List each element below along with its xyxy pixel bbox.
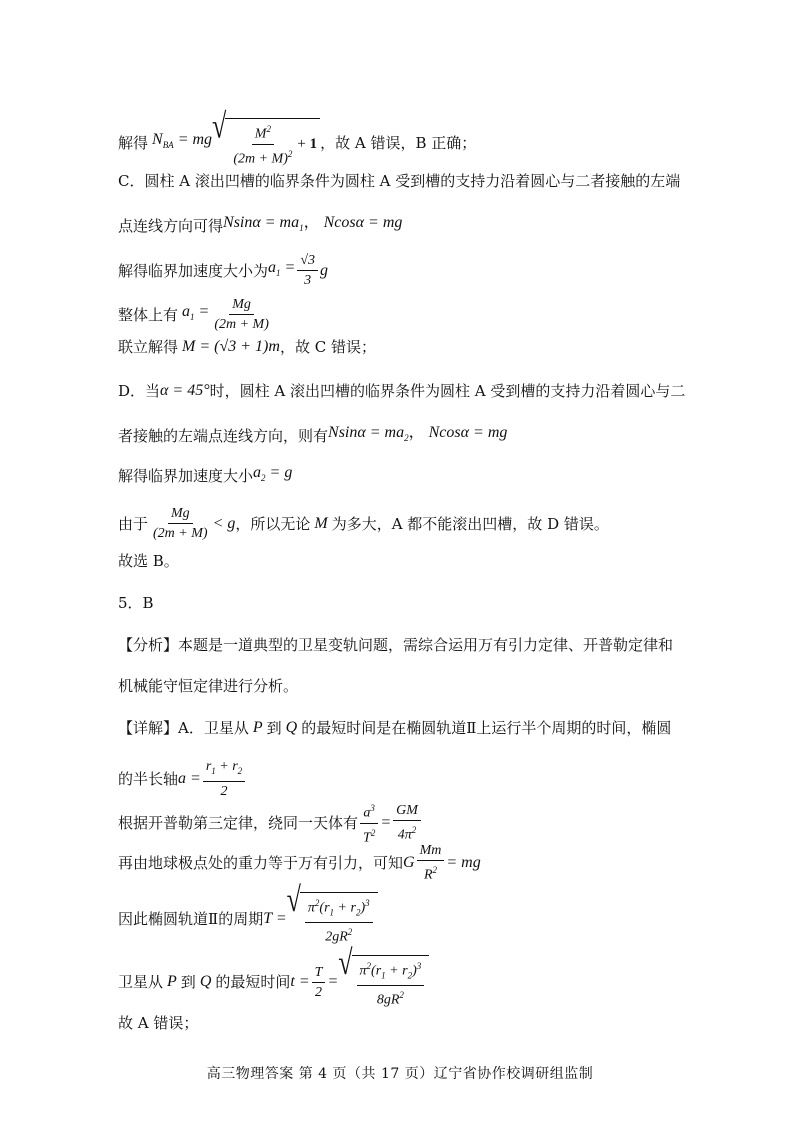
text-span: 者接触的左端点连线方向，则有 bbox=[118, 426, 329, 445]
formula: < g bbox=[212, 514, 236, 532]
text-span: 【详解】A．卫星从 bbox=[118, 719, 249, 737]
text-span: 卫星从 bbox=[118, 973, 164, 992]
text-span: C．圆柱 A 滚出凹槽的临界条件为圆柱 A 受到槽的支持力沿着圆心与二者接触的左端 bbox=[118, 172, 681, 190]
text-span: 到 bbox=[266, 719, 282, 737]
formula: $\frac{r_1 + r_2}{2}$ bbox=[203, 758, 245, 800]
text-span: 故 A 错误； bbox=[118, 1014, 199, 1032]
formula: $\frac{√3}{3}$ bbox=[297, 252, 318, 289]
text-line bbox=[118, 380, 685, 402]
text-span: ，故 C 错误； bbox=[279, 338, 376, 356]
formula: $Nsin\alpha = ma_1$， Ncosα = mg bbox=[223, 214, 403, 234]
text-line bbox=[118, 212, 402, 239]
text-line bbox=[118, 550, 179, 572]
text-line bbox=[118, 106, 477, 167]
formula: M bbox=[310, 514, 332, 532]
text-line bbox=[118, 422, 507, 449]
text-line bbox=[118, 336, 376, 358]
formula: G bbox=[403, 853, 415, 871]
formula: $a_1$ = bbox=[178, 302, 210, 323]
formula: $N_{BA}$ = mg bbox=[148, 131, 213, 151]
text-line bbox=[118, 252, 328, 289]
text-line bbox=[118, 879, 378, 946]
formula: Q bbox=[195, 973, 216, 991]
formula: √ $\frac{\pi^2(r_1 + r_2)^3}{8gR^2}$ bbox=[338, 955, 429, 1009]
text-line bbox=[118, 462, 292, 489]
text-line bbox=[118, 942, 429, 1009]
formula: α = 45° bbox=[160, 382, 210, 399]
formula: = bbox=[327, 973, 339, 991]
text-span: 解得 bbox=[118, 133, 149, 152]
formula: $\frac{GM}{4\pi^2}$ bbox=[393, 802, 421, 844]
text-span: 到 bbox=[180, 973, 196, 992]
text-span: 的最短时间 bbox=[215, 973, 291, 992]
text-line bbox=[118, 1012, 198, 1034]
formula: $\frac{Mg}{(2m + M)}$ bbox=[214, 297, 269, 332]
formula: $\frac{Mm}{R^2}$ bbox=[417, 842, 445, 884]
formula: P bbox=[248, 719, 267, 736]
text-span: 由于 bbox=[118, 514, 149, 533]
text-span: 解得临界加速度大小为 bbox=[118, 261, 269, 280]
text-line bbox=[118, 842, 481, 884]
formula: T = bbox=[263, 910, 287, 928]
text-span: ，所以无论 bbox=[235, 514, 311, 533]
formula: $Nsin\alpha = ma_2$， Ncosα = mg bbox=[328, 424, 508, 444]
text-span: 解得临界加速度大小 bbox=[118, 466, 254, 485]
text-span: 整体上有 bbox=[118, 305, 179, 324]
text-line bbox=[118, 758, 247, 800]
formula: = mg bbox=[446, 853, 481, 871]
page-footer: 高三物理答案 第 4 页（共 17 页）辽宁省协作校调研组监制 bbox=[206, 1066, 594, 1082]
text-span: 因此椭圆轨道Ⅱ的周期 bbox=[118, 910, 264, 929]
text-span: 根据开普勒第三定律，绕同一天体有 bbox=[118, 814, 359, 833]
text-line bbox=[118, 505, 609, 542]
text-span: 为多大，A 都不能滚出凹槽，故 D 错误。 bbox=[331, 514, 609, 533]
question-number bbox=[118, 592, 154, 614]
formula: $\frac{Mg}{(2m + M)}$ bbox=[153, 506, 208, 541]
text-span: D．当 bbox=[118, 382, 161, 400]
formula: $a_2 = g$ bbox=[253, 464, 293, 484]
formula: P bbox=[163, 973, 181, 991]
text-line bbox=[118, 717, 671, 739]
formula: √ $\frac{\pi^2(r_1 + r_2)^3}{2gR^2}$ bbox=[287, 892, 378, 946]
text-span: 时，圆柱 A 滚出凹槽的临界条件为圆柱 A 受到槽的支持力沿着圆心与二 bbox=[209, 382, 686, 400]
text-line bbox=[118, 170, 680, 192]
formula: t = bbox=[290, 973, 310, 991]
formula: $a_1$ = bbox=[268, 258, 296, 279]
text-span: 故选 B。 bbox=[118, 552, 179, 570]
formula: √ $\frac{M^2}{(2m + M)^2}$ + 1 bbox=[212, 118, 320, 167]
formula: Q bbox=[281, 719, 302, 736]
formula: $\frac{a^3}{T^2}$ bbox=[360, 800, 378, 846]
formula: a = bbox=[178, 769, 201, 787]
formula: $\frac{T}{2}$ bbox=[312, 964, 326, 1001]
text-span: 的半长轴 bbox=[118, 769, 179, 788]
formula: g bbox=[320, 261, 328, 279]
text-line bbox=[118, 634, 673, 656]
text-span: 的最短时间是在椭圆轨道Ⅱ上运行半个周期的时间，椭圆 bbox=[301, 719, 672, 737]
text-span: 机械能守恒定律进行分析。 bbox=[118, 677, 299, 695]
text-span: ，故 A 错误，B 正确； bbox=[320, 133, 477, 152]
text-span: 点连线方向可得 bbox=[118, 216, 224, 235]
formula: M = (√3 + 1)m bbox=[178, 338, 280, 355]
text-span: 5．B bbox=[118, 594, 154, 612]
text-line bbox=[118, 296, 274, 333]
text-line bbox=[118, 800, 423, 846]
text-span: 联立解得 bbox=[118, 338, 179, 356]
text-line bbox=[118, 675, 298, 697]
text-span: 【分析】本题是一道典型的卫星变轨问题，需综合运用万有引力定律、开普勒定律和 bbox=[118, 636, 674, 654]
formula: = bbox=[380, 814, 392, 832]
text-span: 再由地球极点处的重力等于万有引力，可知 bbox=[118, 853, 404, 872]
